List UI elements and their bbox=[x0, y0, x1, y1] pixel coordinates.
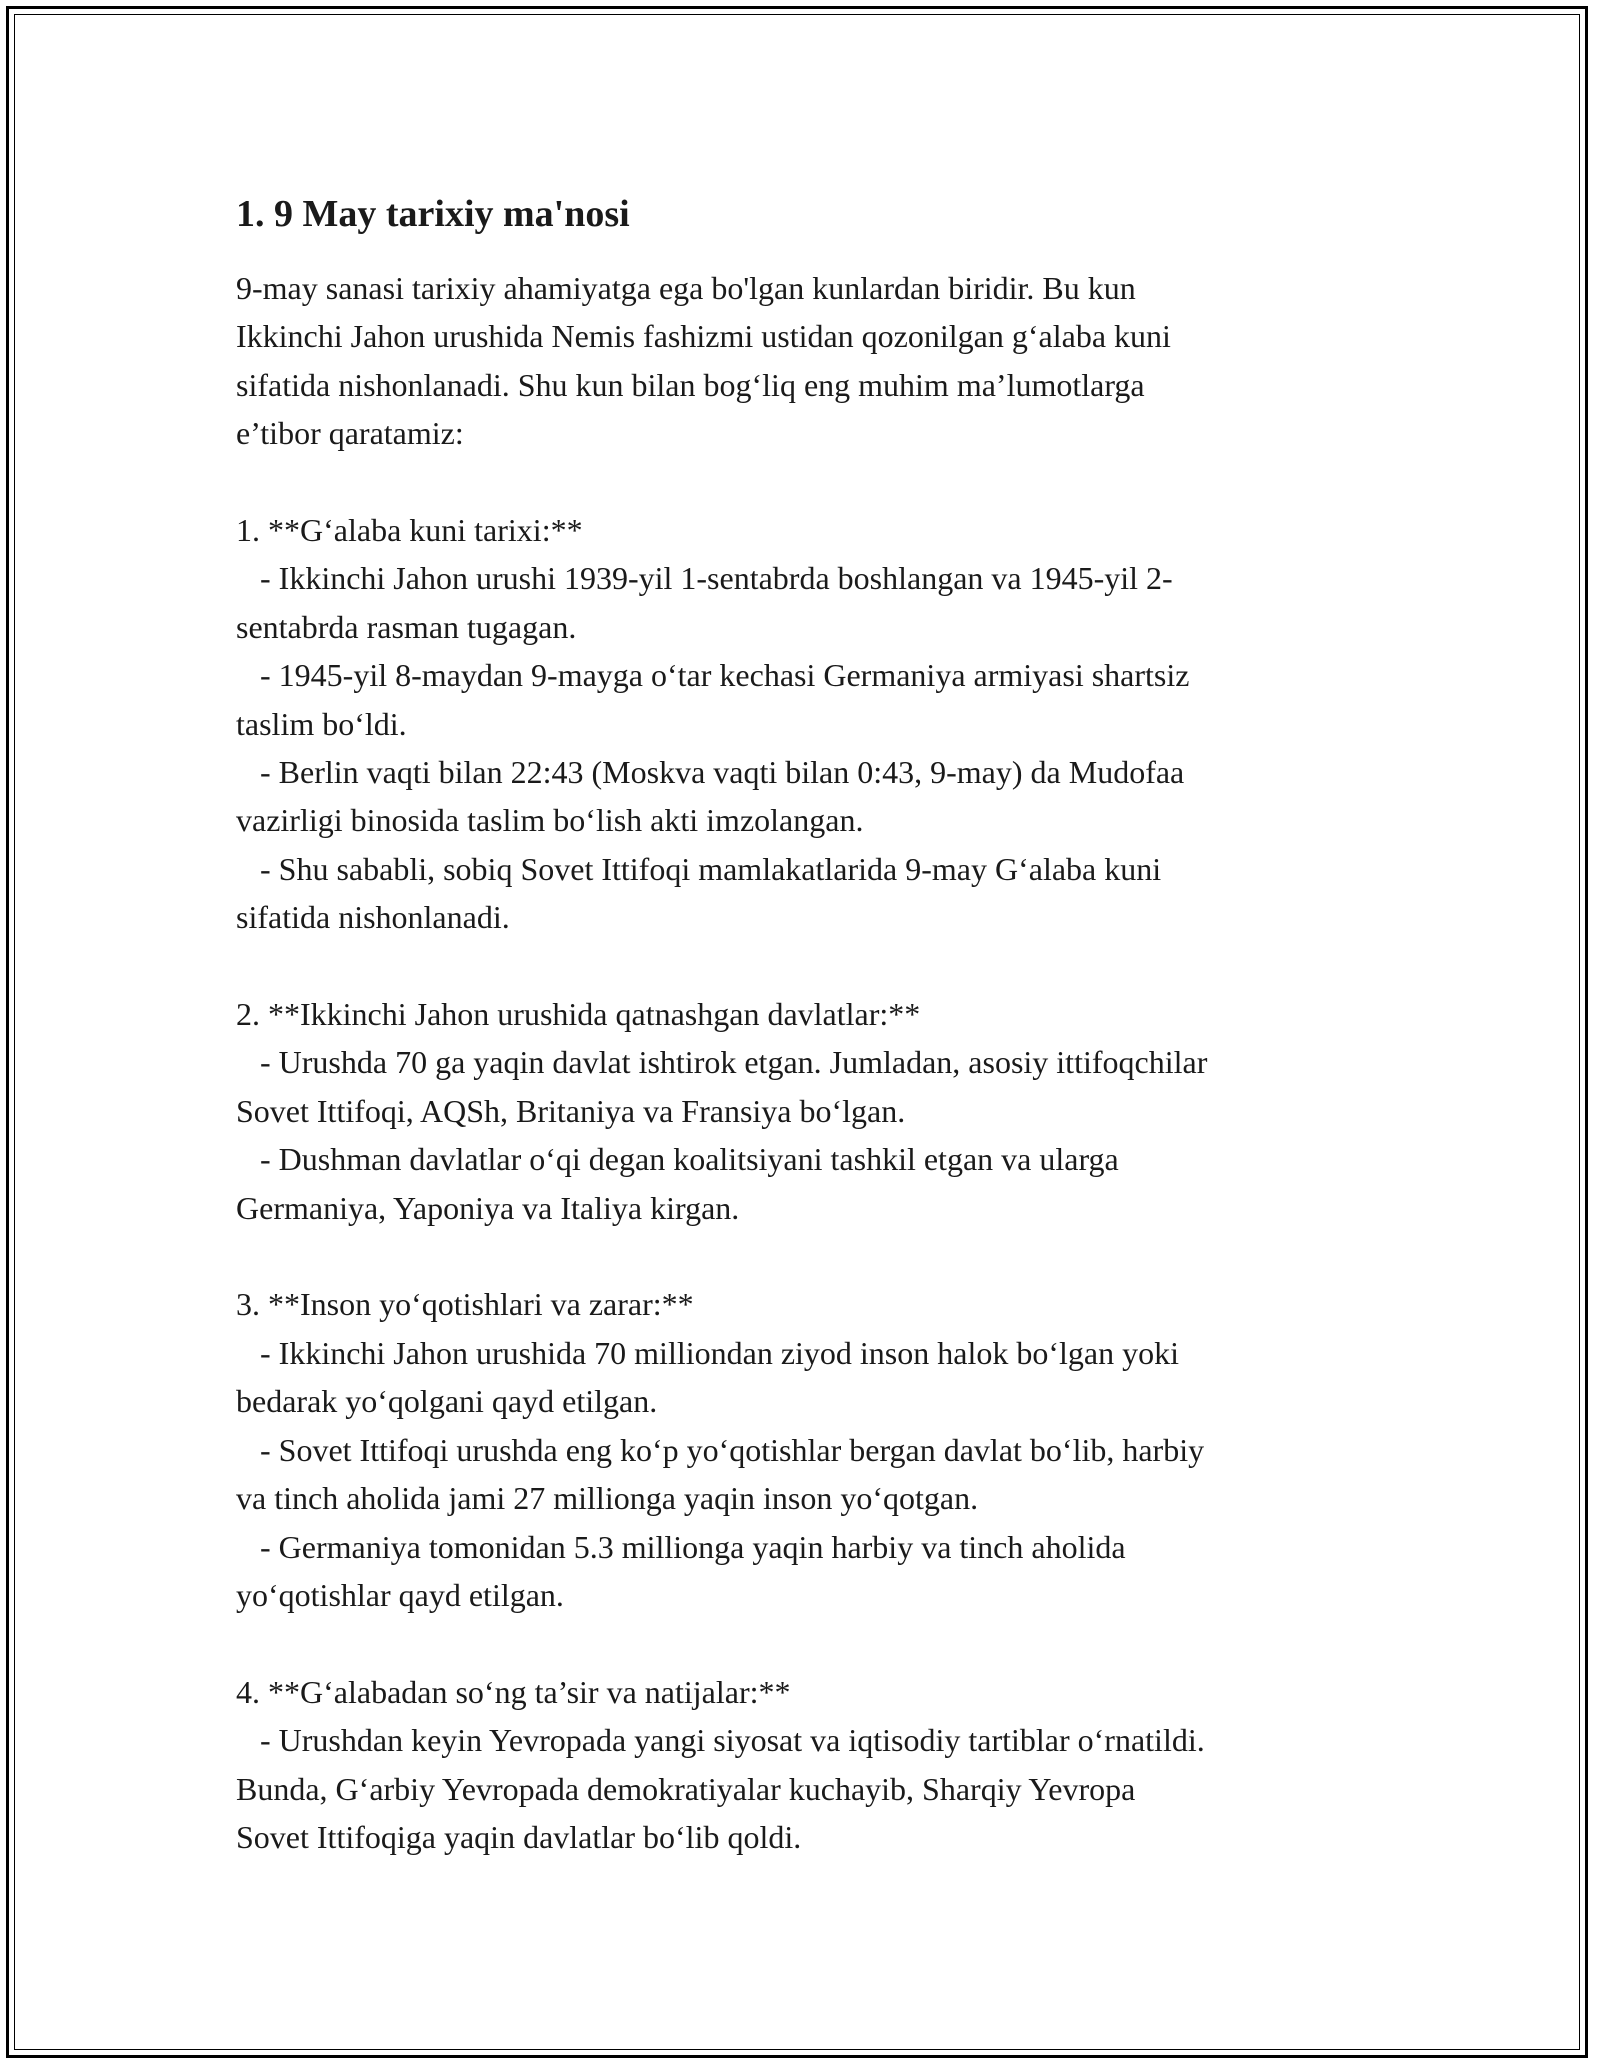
spacer bbox=[236, 1619, 1366, 1667]
section-2-participating-states bbox=[236, 990, 1366, 1232]
section-heading: 2. **Ikkinchi Jahon urushida qatnashgan davlatlar:** bbox=[236, 996, 921, 1033]
section-line: - Dushman davlatlar o‘qi degan koalitsiyani tashkil etgan va ularga bbox=[236, 1141, 1119, 1178]
section-line: - Germaniya tomonidan 5.3 millionga yaqin harbiy va tinch aholida bbox=[236, 1528, 1126, 1565]
section-heading: 4. **G‘alabadan so‘ng ta’sir va natijalar:** bbox=[236, 1673, 791, 1710]
section-line: Sovet Ittifoqiga yaqin davlatlar bo‘lib qoldi. bbox=[236, 1818, 802, 1855]
document-body bbox=[236, 186, 1366, 1861]
section-line: bedarak yo‘qolgani qayd etilgan. bbox=[236, 1383, 658, 1420]
document-title: 1. 9 May tarixiy ma'nosi bbox=[236, 193, 630, 235]
section-line: - Urushda 70 ga yaqin davlat ishtirok etgan. Jumladan, asosiy ittifoqchilar bbox=[236, 1044, 1208, 1081]
section-3-human-losses bbox=[236, 1280, 1366, 1619]
section-line: - Ikkinchi Jahon urushida 70 milliondan ziyod inson halok bo‘lgan yoki bbox=[236, 1334, 1179, 1371]
section-line: yo‘qotishlar qayd etilgan. bbox=[236, 1576, 564, 1613]
spacer bbox=[236, 458, 1366, 506]
section-line: sentabrda rasman tugagan. bbox=[236, 608, 577, 645]
spacer bbox=[236, 942, 1366, 990]
section-line: - Berlin vaqti bilan 22:43 (Moskva vaqti bilan 0:43, 9-may) da Mudofaa bbox=[236, 754, 1185, 791]
section-line: - 1945-yil 8-maydan 9-mayga o‘tar kechasi Germaniya armiyasi shartsiz bbox=[236, 657, 1190, 694]
section-line: vazirligi binosida taslim bo‘lish akti imzolangan. bbox=[236, 802, 864, 839]
intro-line: sifatida nishonlanadi. Shu kun bilan bog‘liq eng muhim ma’lumotlarga bbox=[236, 366, 1145, 403]
section-line: Sovet Ittifoqi, AQSh, Britaniya va Fransiya bo‘lgan. bbox=[236, 1092, 906, 1129]
section-line: - Sovet Ittifoqi urushda eng ko‘p yo‘qotishlar bergan davlat bo‘lib, harbiy bbox=[236, 1431, 1205, 1468]
intro-line: 9-may sanasi tarixiy ahamiyatga ega bo'lgan kunlardan biridir. Bu kun bbox=[236, 270, 1136, 306]
intro-line: Ikkinchi Jahon urushida Nemis fashizmi ustidan qozonilgan g‘alaba kuni bbox=[236, 318, 1171, 355]
spacer bbox=[236, 1232, 1366, 1280]
section-line: Germaniya, Yaponiya va Italiya kirgan. bbox=[236, 1189, 740, 1226]
section-heading: 1. **G‘alaba kuni tarixi:** bbox=[236, 512, 583, 549]
section-line: Bunda, G‘arbiy Yevropada demokratiyalar kuchayib, Sharqiy Yevropa bbox=[236, 1770, 1136, 1807]
section-line: - Ikkinchi Jahon urushi 1939-yil 1-sentabrda boshlangan va 1945-yil 2- bbox=[236, 560, 1173, 597]
section-line: va tinch aholida jami 27 millionga yaqin inson yo‘qotgan. bbox=[236, 1480, 979, 1517]
section-heading: 3. **Inson yo‘qotishlari va zarar:** bbox=[236, 1286, 694, 1323]
section-line: taslim bo‘ldi. bbox=[236, 705, 407, 742]
intro-paragraph bbox=[236, 264, 1366, 458]
section-line: - Shu sababli, sobiq Sovet Ittifoqi mamlakatlarida 9-may G‘alaba kuni bbox=[236, 850, 1162, 887]
section-4-aftermath bbox=[236, 1668, 1366, 1862]
section-line: sifatida nishonlanadi. bbox=[236, 899, 510, 936]
section-line: - Urushdan keyin Yevropada yangi siyosat va iqtisodiy tartiblar o‘rnatildi. bbox=[236, 1722, 1205, 1759]
intro-line: e’tibor qaratamiz: bbox=[236, 415, 464, 452]
section-1-victory-day-history bbox=[236, 506, 1366, 942]
